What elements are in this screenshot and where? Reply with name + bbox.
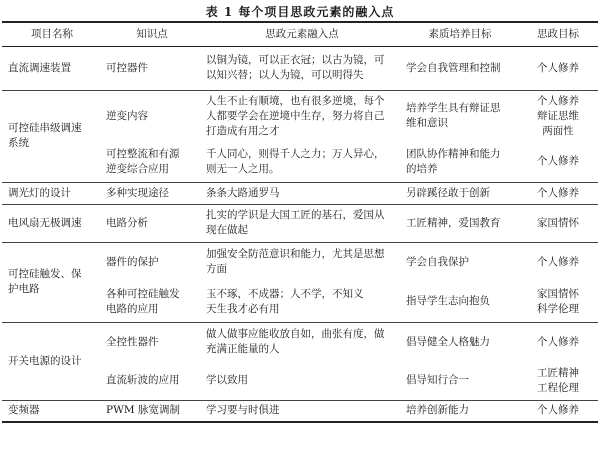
quality-goal: 培养学生具有辩证思 维和意识 — [406, 102, 501, 130]
header-ideology-element: 思政元素融入点 — [202, 22, 402, 46]
knowledge-point: 全控性器件 — [106, 335, 159, 348]
table-header-row — [2, 22, 598, 46]
knowledge-point: 各种可控硅触发 电路的应用 — [102, 282, 202, 322]
project-name: 直流调速装置 — [2, 46, 102, 90]
table-row — [2, 204, 598, 242]
ideology-element: 玉不琢，不成器；人不学，不知义 天生我才必有用 — [202, 282, 402, 322]
quality-goal: 学会自我管理和控制 — [402, 46, 518, 90]
knowledge-point: 可控整流和有源 逆变综合应用 — [102, 142, 202, 182]
quality-goal: 工匠精神，爱国教育 — [402, 204, 518, 242]
knowledge-point: 可控器件 — [102, 46, 202, 90]
ideology-goal: 工匠精神 工程伦理 — [518, 362, 598, 400]
table-caption: 表 1 每个项目思政元素的融入点 — [205, 5, 395, 19]
ideology-goal: 个人修养 辩证思维 两面性 — [537, 94, 579, 137]
project-name: 可控硅触发、保 护电路 — [2, 242, 102, 322]
ideology-goal: 个人修养 — [537, 335, 579, 348]
knowledge-point: 直流斩波的应用 — [102, 362, 202, 400]
quality-goal: 培养创新能力 — [402, 400, 518, 422]
ideology-goal: 家国情怀 — [518, 204, 598, 242]
knowledge-point: PWM 脉宽调制 — [102, 400, 202, 422]
ideology-element: 做人做事应能收放自如，曲张有度，做 充满正能量的人 — [206, 328, 385, 356]
knowledge-point: 器件的保护 — [106, 255, 159, 268]
ideology-element: 学以致用 — [202, 362, 402, 400]
table-row — [2, 90, 598, 142]
ideology-element: 学习要与时俱进 — [202, 400, 402, 422]
ideology-goal: 个人修养 — [537, 255, 579, 268]
quality-goal: 另辟蹊径敢于创新 — [402, 182, 518, 204]
ideology-goal: 个人修养 — [518, 182, 598, 204]
project-name: 调光灯的设计 — [2, 182, 102, 204]
knowledge-point: 逆变内容 — [106, 109, 148, 122]
project-name: 可控硅串级调速 系统 — [2, 90, 102, 182]
ideology-element: 扎实的学识是大国工匠的基石，爱国从 现在做起 — [202, 204, 402, 242]
ideology-element: 条条大路通罗马 — [202, 182, 402, 204]
header-ideology-goal: 思政目标 — [518, 22, 598, 46]
ideology-table — [2, 21, 598, 423]
project-name: 变频器 — [2, 400, 102, 422]
ideology-goal: 个人修养 — [518, 142, 598, 182]
table-row — [2, 242, 598, 282]
project-name: 开关电源的设计 — [2, 322, 102, 400]
quality-goal: 学会自我保护 — [406, 255, 469, 268]
table-row — [2, 182, 598, 204]
quality-goal: 指导学生志向抱负 — [402, 282, 518, 322]
header-project: 项目名称 — [2, 22, 102, 46]
table-row — [2, 400, 598, 422]
ideology-goal: 个人修养 — [518, 400, 598, 422]
project-name: 电风扇无极调速 — [2, 204, 102, 242]
quality-goal: 倡导健全人格魅力 — [406, 335, 490, 348]
table-row — [2, 46, 598, 90]
header-quality-goal: 素质培养目标 — [402, 22, 518, 46]
ideology-element: 人生不止有顺境，也有很多逆境，每个 人都要学会在逆境中生存，努力将自己 打造成有用之才 — [206, 94, 385, 137]
ideology-goal: 个人修养 — [518, 46, 598, 90]
header-knowledge-point: 知识点 — [102, 22, 202, 46]
ideology-element: 加强安全防范意识和能力，尤其是思想 方面 — [206, 248, 385, 276]
knowledge-point: 多种实现途径 — [102, 182, 202, 204]
quality-goal: 团队协作精神和能力 的培养 — [402, 142, 518, 182]
ideology-goal: 家国情怀 科学伦理 — [518, 282, 598, 322]
ideology-element: 千人同心，则得千人之力；万人异心， 则无一人之用。 — [202, 142, 402, 182]
quality-goal: 倡导知行合一 — [402, 362, 518, 400]
ideology-element: 以铜为镜，可以正衣冠；以古为镜，可 以知兴替；以人为镜，可以明得失 — [202, 46, 402, 90]
knowledge-point: 电路分析 — [102, 204, 202, 242]
table-row — [2, 322, 598, 362]
